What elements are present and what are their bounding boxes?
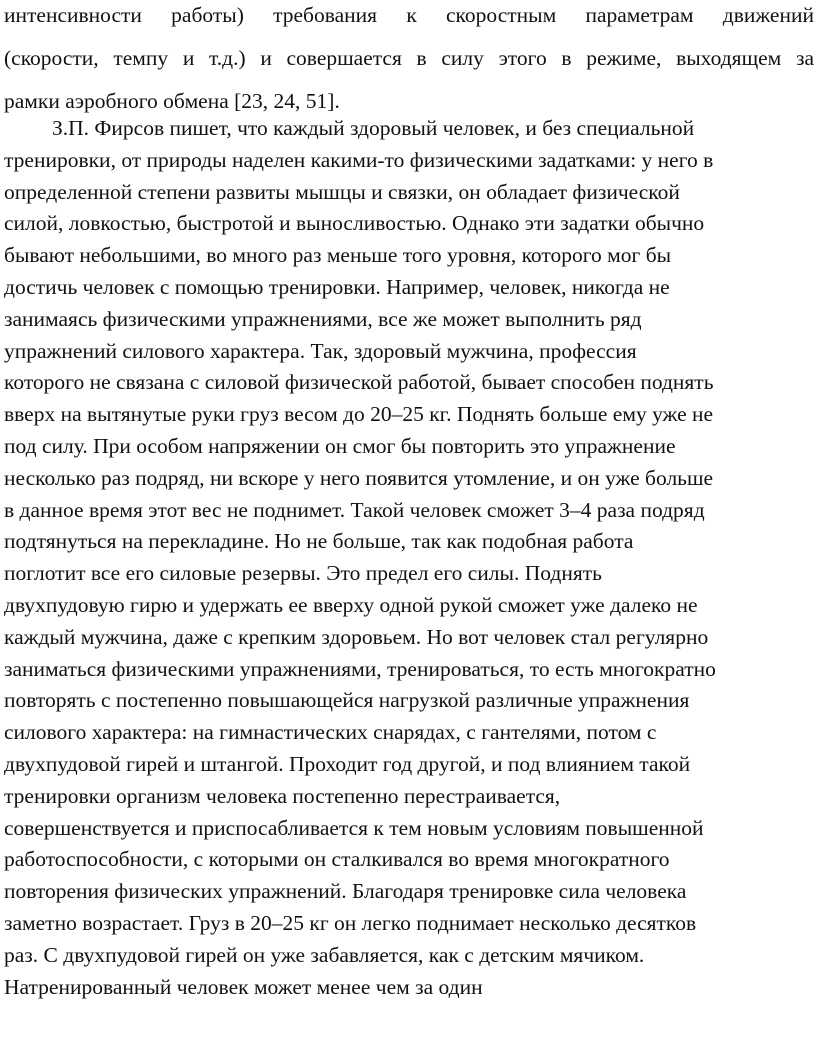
text-line: Натренированный человек может менее чем за один <box>4 974 483 999</box>
text-line: повторения физических упражнений. Благодаря тренировке сила человека <box>4 879 687 904</box>
text-line: занимаясь физическими упражнениями, все же может выполнить ряд <box>4 306 642 331</box>
text-line: которого не связана с силовой физической работой, бывает способен поднять <box>4 370 714 395</box>
text-line: З.П. Фирсов пишет, что каждый здоровый человек, и без специальной <box>52 116 695 140</box>
text-line: работоспособности, с которыми он сталкивался во время многократного <box>4 847 670 872</box>
text-line: силового характера: на гимнастических снарядах, с гантелями, потом с <box>4 720 657 745</box>
text-line: совершенствуется и приспосабливается к тем новым условиям повышенной <box>4 815 704 840</box>
text-line: бывают небольшими, во много раз меньше того уровня, которого мог бы <box>4 243 672 268</box>
text-line: двухпудовую гирю и удержать ее вверху одной рукой сможет уже далеко не <box>4 592 698 617</box>
paragraph-1 <box>4 0 814 129</box>
text-line: заметно возрастает. Груз в 20–25 кг он легко поднимает несколько десятков <box>4 910 697 935</box>
text-line: двухпудовой гирей и штангой. Проходит год другой, и под влиянием такой <box>4 751 691 776</box>
text-line: упражнений силового характера. Так, здоровый мужчина, профессия <box>4 338 637 363</box>
text-line: интенсивности работы) требования к скоростным параметрам движений <box>4 3 814 27</box>
paragraph-2 <box>4 113 814 1003</box>
text-line: силой, ловкостью, быстротой и выносливостью. Однако эти задатки обычно <box>4 211 705 236</box>
text-line: тренировки организм человека постепенно перестраивается, <box>4 783 561 808</box>
text-line: несколько раз подряд, ни вскоре у него появится утомление, и он уже больше <box>4 465 714 490</box>
text-line: вверх на вытянутые руки груз весом до 20–25 кг. Поднять больше ему уже не <box>4 402 714 427</box>
text-line: (скорости, темпу и т.д.) и совершается в силу этого в режиме, выходящем за <box>4 46 814 70</box>
text-line: под силу. При особом напряжении он смог бы повторить это упражнение <box>4 433 676 458</box>
text-line: поглотит все его силовые резервы. Это предел его силы. Поднять <box>4 561 602 586</box>
text-line: в данное время этот вес не поднимет. Такой человек сможет 3–4 раза подряд <box>4 497 705 522</box>
text-line: повторять с постепенно повышающейся нагрузкой различные упражнения <box>4 688 690 713</box>
text-line: тренировки, от природы наделен какими-то физическими задатками: у него в <box>4 147 714 172</box>
text-line: определенной степени развиты мышцы и связки, он обладает физической <box>4 179 680 204</box>
text-line: достичь человек с помощью тренировки. Например, человек, никогда не <box>4 274 670 299</box>
text-line: каждый мужчина, даже с крепким здоровьем. Но вот человек стал регулярно <box>4 624 709 649</box>
text-line: раз. С двухпудовой гирей он уже забавляется, как с детским мячиком. <box>4 942 645 967</box>
text-line: заниматься физическими упражнениями, тренироваться, то есть многократно <box>4 656 716 681</box>
text-line: рамки аэробного обмена [23, 24, 51]. <box>4 89 340 113</box>
text-line: подтянуться на перекладине. Но не больше, так как подобная работа <box>4 529 634 554</box>
